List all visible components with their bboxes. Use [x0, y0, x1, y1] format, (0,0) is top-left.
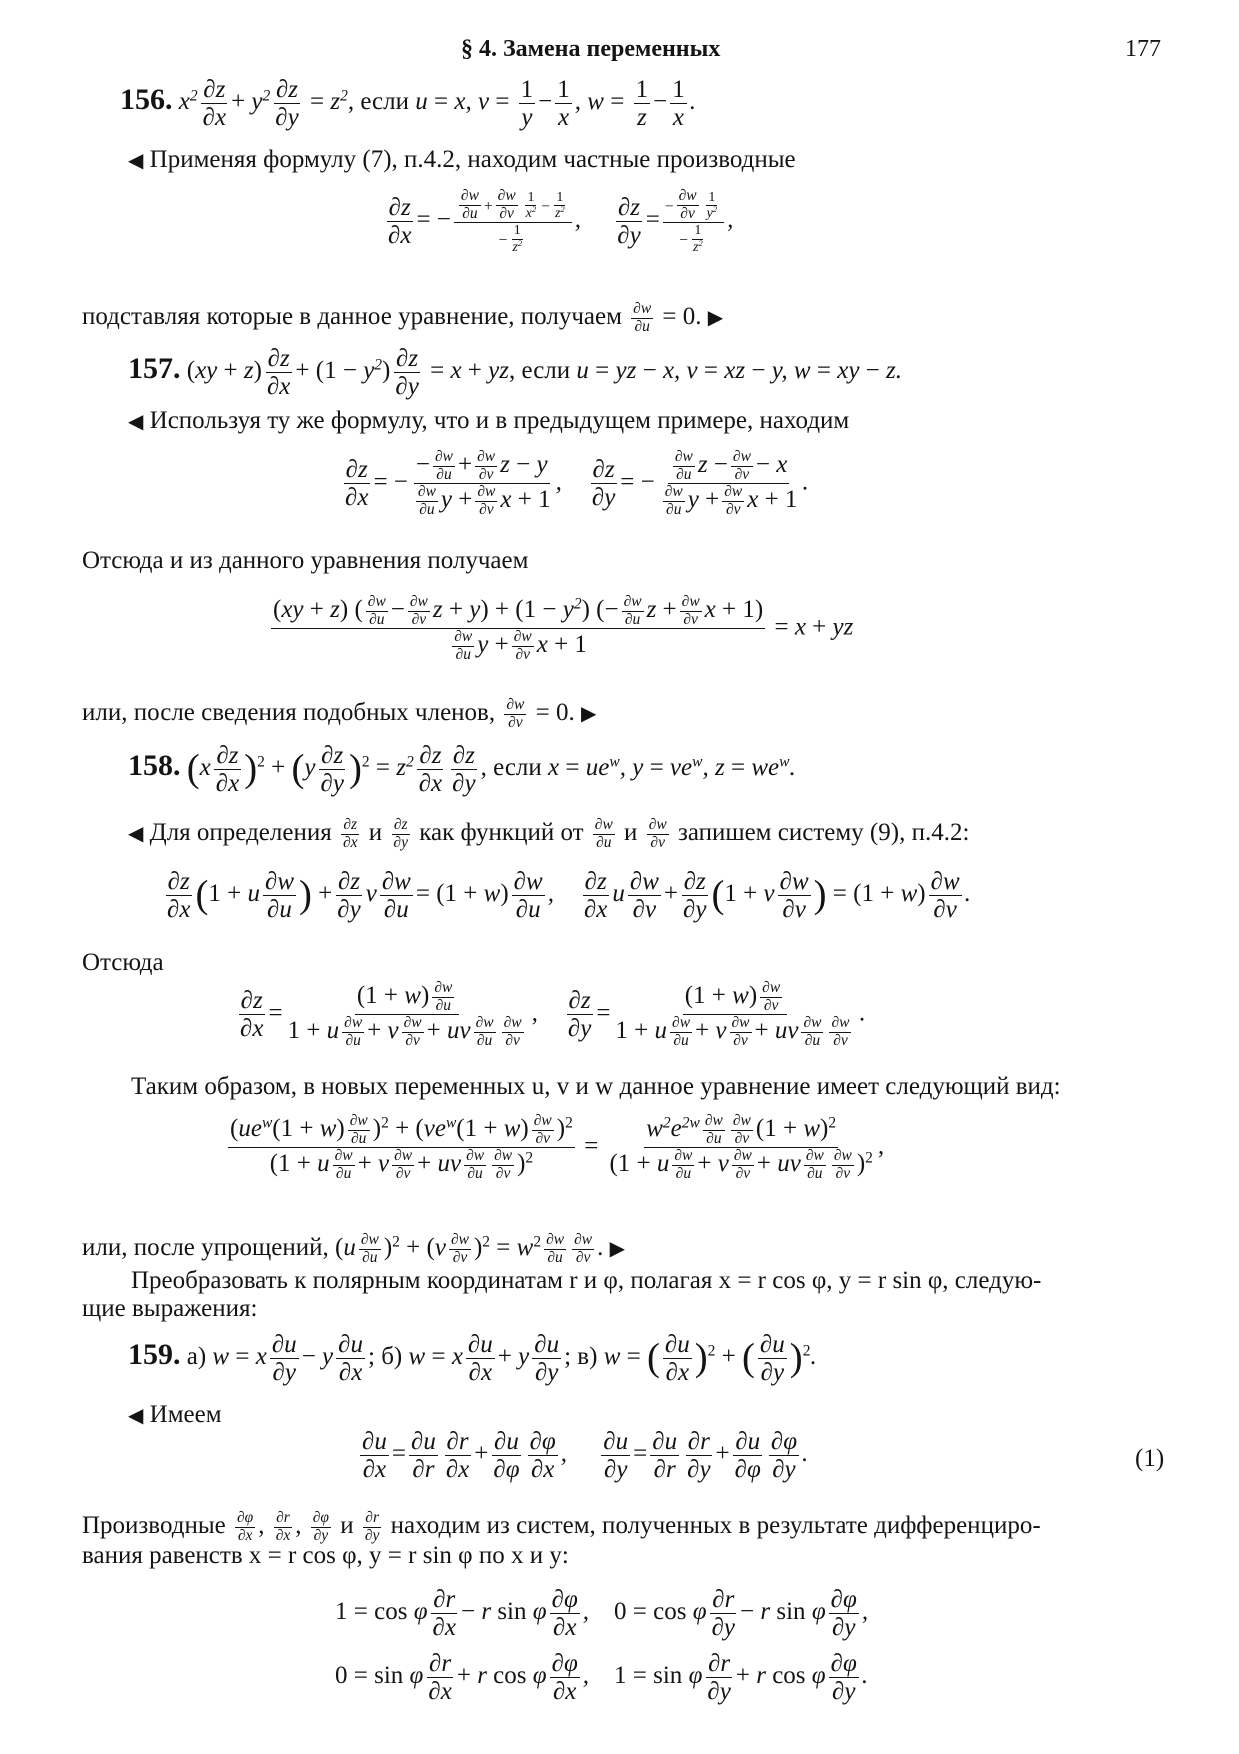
problem-159-system-1: 1 = cos φ $\frac{\partial r}{\partial x}$ − r sin φ $\frac{\partial\varphi}{\partial x}$ , 0 = cos φ $\frac{\partial r}{\partial y}$ − r sin φ $\frac{\partial\varphi}{\partial y}$ , [335, 1586, 869, 1641]
problem-157-cond: , если [508, 357, 571, 385]
problem-159-statement: 159. а) w = x $\frac{\partial u}{\partial y}$ − y $\frac{\partial u}{\partial x}$ ; б) w = x $\frac{\partial u}{\partial x}$ + y $\frac{\partial u}{\partial y}$ ; в) w = ( $\frac{\partial u}{\partial x}$ )$^2$ + ( $\frac{\partial u}{\partial y}$ )$^2$. [128, 1331, 817, 1386]
problem-158-after-text: или, после упрощений, [82, 1233, 329, 1261]
problem-157-intro [128, 408, 849, 433]
problem-159-chain-rule: $\frac{\partial u}{\partial x}$ = $\frac{\partial u}{\partial r}$ $\frac{\partial r}{\partial x}$ + $\frac{\partial u}{\partial\varphi}$ $\frac{\partial\varphi}{\partial x}$ , $\frac{\partial u}{\partial y}$ = $\frac{\partial u}{\partial r}$ $\frac{\partial r}{\partial y}$ + $\frac{\partial u}{\partial\varphi}$ $\frac{\partial\varphi}{\partial y}$ . [362, 1428, 809, 1483]
problem-156-statement: 156. $x^2$ $\frac{\partial z}{\partial x}$ + $y^2$ $\frac{\partial z}{\partial y}$ = $z^2$, если u = x, v = $\frac{1}{y}$ − $\frac{1}{x}$ , w = $\frac{1}{z}$ − $\frac{1}{x}$ . [120, 76, 696, 131]
problem-157-statement: 157. (xy + z) $\frac{\partial z}{\partial x}$ + $(1 - y^2)$ $\frac{\partial z}{\partial y}$ = x + yz, если u = yz − x, v = xz − y, w = xy − z. [128, 345, 903, 400]
left-triangle-icon: ◀ [128, 150, 144, 172]
right-triangle-icon: ▶ [580, 702, 597, 725]
polar-intro-line2: щие выражения: [82, 1295, 258, 1322]
problem-158-solution: $\frac{\partial z}{\partial x}$ = (1 + w) $\frac{\partial w}{\partial u}$ 1 + u $\frac{\partial w}{\partial u}$ + v $\frac{\partial w}{\partial v}$ + uv $\frac{\partial w}{\partial u}$ $\frac{\partial w}{\partial v}$ , $\frac{\partial z}{\partial y}$ = (1 + w) $\frac{\partial w}{\partial v}$ 1 + u $\frac{\partial w}{\partial u}$ + v $\frac{\partial w}{\partial v}$ + uv $\frac{\partial w}{\partial u}$ $\frac{\partial w}{\partial v}$ . [240, 979, 866, 1050]
problem-159-deriv-and: и [340, 1511, 354, 1539]
problem-158-intro-and2: и [624, 818, 638, 846]
problem-158-hence: Отсюда [82, 949, 164, 976]
problem-158-transformed: ($ue^w(1 + w)$ $\frac{\partial w}{\partial u}$ )$^2 + (ve^w(1 + w)$ $\frac{\partial w}{\partial v}$ )$^2$ (1 + u $\frac{\partial w}{\partial u}$ + v $\frac{\partial w}{\partial v}$ + uv $\frac{\partial w}{\partial u}$ $\frac{\partial w}{\partial v}$ )$^2$ = $w^2e^{2w}$ $\frac{\partial w}{\partial u}$ $\frac{\partial w}{\partial v}$ $(1 + w)^2$ (1 + u $\frac{\partial w}{\partial u}$ + v $\frac{\partial w}{\partial v}$ + uv $\frac{\partial w}{\partial u}$ $\frac{\partial w}{\partial v}$ )$^2$ , [230, 1112, 885, 1183]
problem-158-intro-c: запишем систему (9), п.4.2: [677, 818, 970, 846]
problem-158-statement: 158. (x $\frac{\partial z}{\partial x}$ )$^2$ + (y $\frac{\partial z}{\partial y}$ )$^2 = z^2$ $\frac{\partial z}{\partial x}$ $\frac{\partial z}{\partial y}$ , если $x = ue^w$, $y = ve^w$, $z = we^w$. [128, 742, 796, 797]
problem-159-system-2: 0 = sin φ $\frac{\partial r}{\partial x}$ + r cos φ $\frac{\partial\varphi}{\partial x}$ , 1 = sin φ $\frac{\partial r}{\partial y}$ + r cos φ $\frac{\partial\varphi}{\partial y}$ . [335, 1650, 869, 1705]
problem-157-after-text: или, после сведения подобных членов, [82, 698, 496, 726]
problem-158-number: 158. [128, 749, 181, 783]
right-triangle-icon: ▶ [707, 306, 724, 329]
problem-157-derivatives: $\frac{\partial z}{\partial x}$ = − − $\frac{\partial w}{\partial u}$ + $\frac{\partial w}{\partial v}$ z − y $\frac{\partial w}{\partial u}$ y + $\frac{\partial w}{\partial v}$ x + 1 , $\frac{\partial z}{\partial y}$ = − $\frac{\partial w}{\partial u}$ z − $\frac{\partial w}{\partial v}$ − x $\frac{\partial w}{\partial u}$ y + $\frac{\partial w}{\partial v}$ x + 1 . [345, 448, 809, 519]
problem-158-system: $\frac{\partial z}{\partial x}$ (1 + u $\frac{\partial w}{\partial u}$ ) + $\frac{\partial z}{\partial y}$ v $\frac{\partial w}{\partial u}$ = (1 + w) $\frac{\partial w}{\partial u}$ , $\frac{\partial z}{\partial x}$ u $\frac{\partial w}{\partial v}$ + $\frac{\partial z}{\partial y}$ (1 + v $\frac{\partial w}{\partial v}$ ) = (1 + w) $\frac{\partial w}{\partial v}$ . [167, 868, 971, 923]
problem-157-number: 157. [128, 352, 181, 386]
problem-158-intro-b: как функций от [419, 818, 584, 846]
problem-159-deriv-b: находим из систем, полученных в результате дифференциро- [390, 1511, 1041, 1539]
problem-159-deriv-a: Производные [82, 1511, 226, 1539]
problem-159-a: а) [186, 1343, 207, 1371]
problem-156-subst-text: подставляя которые в данное уравнение, получаем [82, 302, 622, 330]
problem-157-result: или, после сведения подобных членов, $\frac{\partial w}{\partial v}$ = 0. ▶ [82, 696, 597, 731]
problem-156-cond: , если [347, 88, 409, 116]
problem-156-intro-text: Применяя формулу (7), п.4.2, находим частные производные [149, 146, 796, 173]
problem-159-deriv-line2: вания равенств x = r cos φ, y = r sin φ по x и y: [82, 1542, 569, 1569]
right-triangle-icon: ▶ [609, 1237, 625, 1260]
problem-159-number: 159. [128, 1338, 181, 1372]
left-triangle-icon: ◀ [128, 822, 144, 845]
problem-159-have [128, 1402, 222, 1427]
problem-158-intro-a: Для определения [149, 818, 332, 846]
problem-158-intro-and1: и [368, 818, 383, 846]
left-triangle-icon: ◀ [128, 1405, 144, 1427]
problem-158-intro: ◀ Для определения $\frac{\partial z}{\partial x}$ и $\frac{\partial z}{\partial y}$ как функций от $\frac{\partial w}{\partial u}$ и $\frac{\partial w}{\partial v}$ запишем систему (9), п.4.2: [128, 816, 970, 851]
problem-156-derivatives: $\frac{\partial z}{\partial x}$ = − $\frac{\partial w}{\partial u}$ + $\frac{\partial w}{\partial v}$ $\frac{1}{x^2}$ − $\frac{1}{z^2}$ − $\frac{1}{z^2}$ , $\frac{\partial z}{\partial y}$ = − $\frac{\partial w}{\partial v}$ $\frac{1}{y^2}$ − $\frac{1}{z^2}$ , [388, 187, 734, 255]
problem-156-intro [128, 147, 796, 172]
problem-156-number: 156. [120, 83, 173, 117]
polar-intro-line1: Преобразовать к полярным координатам r и φ, полагая x = r cos φ, y = r sin φ, следую- [131, 1267, 1042, 1294]
problem-159-c: ; в) [564, 1343, 598, 1371]
problem-157-intro-text: Используя ту же формулу, что и в предыдущем примере, находим [149, 407, 850, 434]
equation-number: (1) [1135, 1445, 1165, 1472]
problem-158-cond: , если [480, 754, 542, 782]
problem-159-b: ; б) [368, 1343, 403, 1371]
problem-158-result: или, после упрощений, (u $\frac{\partial w}{\partial u}$ )$^2$ + (v $\frac{\partial w}{\partial v}$ )$^2 = w^2$ $\frac{\partial w}{\partial u}$ $\frac{\partial w}{\partial v}$ . ▶ [82, 1231, 625, 1266]
page-number: 177 [1125, 36, 1161, 62]
problem-158-newvars: Таким образом, в новых переменных u, v и w данное уравнение имеет следующий вид: [131, 1073, 1061, 1100]
section-header: § 4. Замена переменных [461, 36, 721, 62]
left-triangle-icon: ◀ [128, 411, 144, 433]
problem-156-result: подставляя которые в данное уравнение, получаем $\frac{\partial w}{\partial u}$ = 0. ▶ [82, 300, 724, 335]
problem-157-equation: (xy + z) ( $\frac{\partial w}{\partial u}$ − $\frac{\partial w}{\partial v}$ $z + y) + (1 - y^2)$ (− $\frac{\partial w}{\partial u}$ z + $\frac{\partial w}{\partial v}$ x + 1) $\frac{\partial w}{\partial u}$ y + $\frac{\partial w}{\partial v}$ x + 1 = x + yz [273, 593, 854, 664]
problem-157-hence: Отсюда и из данного уравнения получаем [82, 547, 529, 574]
problem-159-deriv-line1: Производные $\frac{\partial\varphi}{\partial x}$ , $\frac{\partial r}{\partial x}$ , $\frac{\partial\varphi}{\partial y}$ и $\frac{\partial r}{\partial y}$ находим из систем, полученных в результате дифференциро- [82, 1509, 1041, 1544]
problem-159-have-text: Имеем [149, 1401, 222, 1428]
